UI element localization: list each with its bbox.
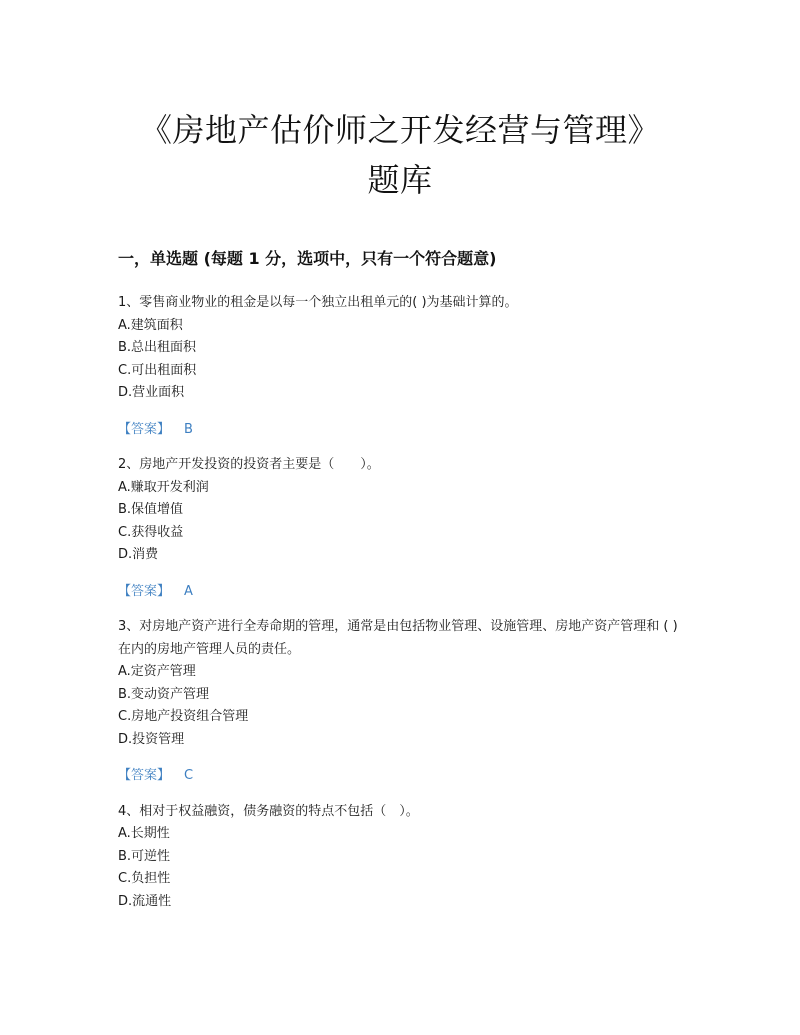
question-3 bbox=[118, 616, 688, 788]
option-d: D.营业面积 bbox=[118, 385, 185, 400]
answer-value: B bbox=[184, 421, 193, 437]
option-b: B.变动资产管理 bbox=[118, 686, 210, 702]
question-stem: 4、相对于权益融资，债务融资的特点不包括（ ）。 bbox=[118, 803, 419, 819]
option-d: D.投资管理 bbox=[118, 731, 185, 747]
answer-label: 【答案】 bbox=[118, 768, 171, 783]
option-c: C.房地产投资组合管理 bbox=[118, 709, 249, 724]
option-a: A.建筑面积 bbox=[118, 317, 183, 333]
option-b: B.总出租面积 bbox=[118, 340, 197, 355]
answer-label: 【答案】 bbox=[118, 421, 171, 437]
option-a: A.赚取开发利润 bbox=[118, 479, 209, 495]
question-4 bbox=[118, 801, 688, 914]
option-a: A.长期性 bbox=[118, 826, 170, 841]
option-c: C.获得收益 bbox=[118, 524, 184, 540]
option-b: B.可逆性 bbox=[118, 848, 171, 864]
answer-line bbox=[118, 765, 688, 788]
document-subtitle: 题库 bbox=[367, 161, 433, 199]
answer-value: C bbox=[184, 768, 194, 783]
option-d: D.消费 bbox=[118, 547, 159, 562]
question-2 bbox=[118, 454, 688, 603]
question-1 bbox=[118, 292, 688, 441]
option-c: C.负担性 bbox=[118, 871, 171, 886]
question-stem: 3、对房地产资产进行全寿命期的管理，通常是由包括物业管理、设施管理、房地产资产管理和 ( )在内的房地产管理人员的责任。 bbox=[118, 619, 678, 657]
option-d: D.流通性 bbox=[118, 893, 172, 909]
answer-line bbox=[118, 581, 688, 604]
option-c: C.可出租面积 bbox=[118, 362, 197, 378]
answer-line bbox=[118, 419, 688, 442]
answer-value: A bbox=[184, 583, 193, 599]
section-heading: 一，单选题 (每题 1 分，选项中，只有一个符合题意) bbox=[118, 249, 497, 268]
question-list bbox=[118, 292, 688, 913]
question-stem: 2、房地产开发投资的投资者主要是（ ）。 bbox=[118, 457, 380, 472]
option-b: B.保值增值 bbox=[118, 502, 184, 517]
answer-label: 【答案】 bbox=[118, 583, 171, 599]
question-stem: 1、零售商业物业的租金是以每一个独立出租单元的( )为基础计算的。 bbox=[118, 295, 518, 310]
document-title: 《房地产估价师之开发经营与管理》 bbox=[139, 111, 660, 149]
option-a: A.定资产管理 bbox=[118, 664, 196, 679]
